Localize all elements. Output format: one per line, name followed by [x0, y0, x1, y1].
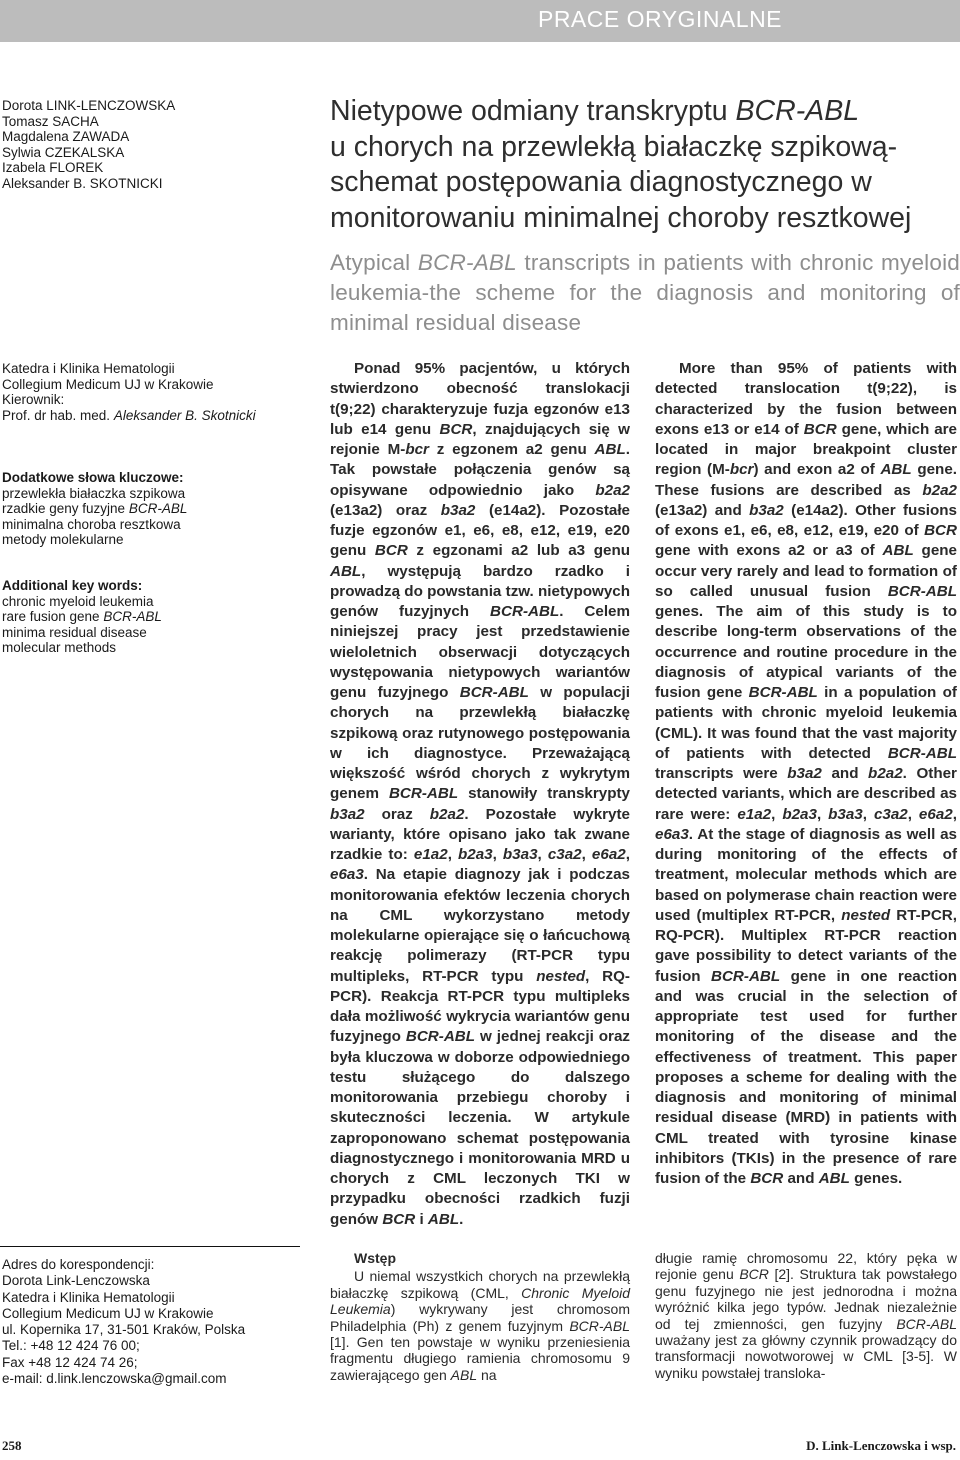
author: Sylwia CZEKALSKA: [2, 144, 125, 160]
section-label: PRACE ORYGINALNE: [537, 6, 783, 32]
email-text: e-mail: d.link.lenczowska@gmail.com: [2, 1371, 227, 1387]
divider: [0, 1246, 300, 1247]
author: Aleksander B. SKOTNICKI: [2, 175, 163, 191]
section-heading: Wstęp: [354, 1250, 396, 1266]
abstract-polish: Ponad 95% pacjentów, u których stwierdzono obecność translokacji t(9;22) charakteryzuje fuzja egzonów e13 lub e14 genu BCR, znajdujących się w rejonie M-bcr z egzonem a2 genu ABL. Tak powstałe połączenia genów są opisywane odpowiednio jako b2a2 (e13a2) oraz b3a2 (e14a2). Pozostałe fuzje egzonów e1, e6, e8, e12, e19, e20 genu BCR z egzonami a2 lub a3 genu ABL, występują bardzo rzadko i prowadzą do powstania tzw. nietypowych genów fuzyjnych BCR-ABL. Celem niniejszej pracy jest przedstawienie wieloletnich obserwacji dotyczących występowania nietypowych wariantów genu fuzyjnego BCR-ABL w populacji chorych na przewlekłą białaczkę szpikową oraz rutynowego postępowania w ich diagnostyce. Przeważającą większość wśród chorych z wykrytym genem BCR-ABL stanowiły transkrypty b3a2 oraz b2a2. Pozostałe wykryte warianty, które opisano jako tak zwane rzadkie to: e1a2, b2a3, b3a3, c3a2, e6a2, e6a3. Na etapie diagnozy jak i podczas monitorowania efektów leczenia chorych na CML wykorzystano metody molekularne opierające się o łańcuchową reakcję polimerazy (RT-PCR typu multipleks, RT-PCR typu nested, RQ-PCR). Reakcja RT-PCR typu multipleks dała możliwość wykrycia wariantów genu fuzyjnego BCR-ABL w jednej reakcji oraz była kluczowa w doborze odpowiedniego testu służącego do dalszego monitorowania przebiegu choroby i skuteczności leczenia. W artykule zaproponowano schemat postępowania diagnostycznego i monitorowania MRD u chorych z CML leczonych TKI w przypadku obecności rzadkich fuzji genów BCR i ABL.: [330, 360, 631, 1228]
body-paragraph: U niemal wszystkich chorych na przewlekłą białaczkę szpikową (CML, Chronic Myeloid Leukemia) wykrywany jest chromosom Philadelphia (Ph) z genem fuzyjnym BCR-ABL [1]. Gen ten powstaje w wyniku przeniesienia fragmentu długiego ramienia chromosomu 9 zawierającego gen ABL na: [330, 1268, 631, 1383]
keywords-heading: Additional key words:: [2, 578, 143, 593]
section-banner: [0, 0, 960, 42]
running-author: D. Link-Lenczowska i wsp.: [806, 1438, 956, 1453]
body-column-1: [330, 1250, 630, 1383]
author: Magdalena ZAWADA: [2, 129, 130, 145]
author: Izabela FLOREK: [2, 160, 104, 176]
author-list: [2, 98, 292, 192]
keywords-polish: Dodatkowe słowa kluczowe: przewlekła białaczka szpikowa rzadkie geny fuzyjne BCR-ABL minimalna choroba resztkowa metody molekularne: [2, 470, 302, 548]
keywords-heading: Dodatkowe słowa kluczowe:: [2, 470, 184, 485]
affiliation: Katedra i Klinika Hematologii Collegium Medicum UJ w Krakowie Kierownik: Prof. dr hab. med. Aleksander B. Skotnicki: [2, 361, 256, 423]
body-paragraph: długie ramię chromosomu 22, który pęka w rejonie genu BCR [2]. Struktura tak powstałego genu fuzyjnego nie jest jednorodna i można wyróżnić kilka jego typów. Jednak niezależnie od tej zmienności, gen fuzyjny BCR-ABL uważany jest za główny czynnik prowadzący do transformacji nowotworowej w CML [3-5]. W wyniku powstałej transloka-: [655, 1250, 957, 1381]
correspondence-address: Adres do korespondencji: Dorota Link-Lenczowska Katedra i Klinika Hematologii Collegium Medicum UJ w Krakowie ul. Kopernika 17, 31-501 Kraków, Polska Tel.: +48 12 424 76 00; Fax +48 12 424 74 26; e-mail: d.link.lenczowska@gmail.com: [2, 1257, 302, 1387]
author: Tomasz SACHA: [2, 113, 99, 129]
body-column-2: [655, 1250, 957, 1381]
author: Dorota LINK-LENCZOWSKA: [2, 98, 176, 113]
abstract-english: More than 95% of patients with detected translocation t(9;22), is characterized by the fusion between exons e13 or e14 of BCR gene, which are located in major breakpoint cluster region (M-bcr) and exon a2 of ABL gene. These fusions are described as b2a2 (e13a2) and b3a2 (e14a2). Other fusions of exons e1, e6, e8, e12, e19, e20 of BCR gene with exons a2 or a3 of ABL gene occur very rarely and lead to formation of so called unusual fusion BCR-ABL genes. The aim of this study is to describe long-term observations of the occurrence and routine procedure in the diagnosis of atypical variants of the fusion gene BCR-ABL in a population of patients with chronic myeloid leukemia (CML). It was found that the vast majority of patients with detected BCR-ABL transcripts were b3a2 and b2a2. Other detected variants, which are described as rare were: e1a2, b2a3, b3a3, c3a2, e6a2, e6a3. At the stage of diagnosis as well as during monitoring of the effects of treatment, molecular methods which are based on polymerase chain reaction were used (multiplex RT-PCR, nested RT-PCR, RQ-PCR). Multiplex RT-PCR reaction gave possibility to detect variants of the fusion BCR-ABL gene in one reaction and was crucial in the selection of appropriate test used for further monitoring of the disease and the effectiveness of treatment. This paper proposes a scheme for dealing with the diagnosis and monitoring of minimal residual disease (MRD) in patients with CML treated with tyrosine kinase inhibitors (TKIs) in the presence of rare fusion of the BCR and ABL genes.: [655, 360, 958, 1187]
page-number: 258: [2, 1438, 22, 1453]
keywords-english: Additional key words: chronic myeloid leukemia rare fusion gene BCR-ABL minima residual disease molecular methods: [2, 578, 302, 656]
title-polish: Nietypowe odmiany transkryptu BCR-ABL u chorych na przewlekłą białaczkę szpikową- schemat postępowania diagnostycznego w monitorowaniu minimalnej choroby resztkowej: [330, 95, 912, 234]
title-english: Atypical BCR-ABL transcripts in patients with chronic myeloid leukemia-the scheme for the diagnosis and monitoring of minimal residual disease: [330, 250, 960, 335]
